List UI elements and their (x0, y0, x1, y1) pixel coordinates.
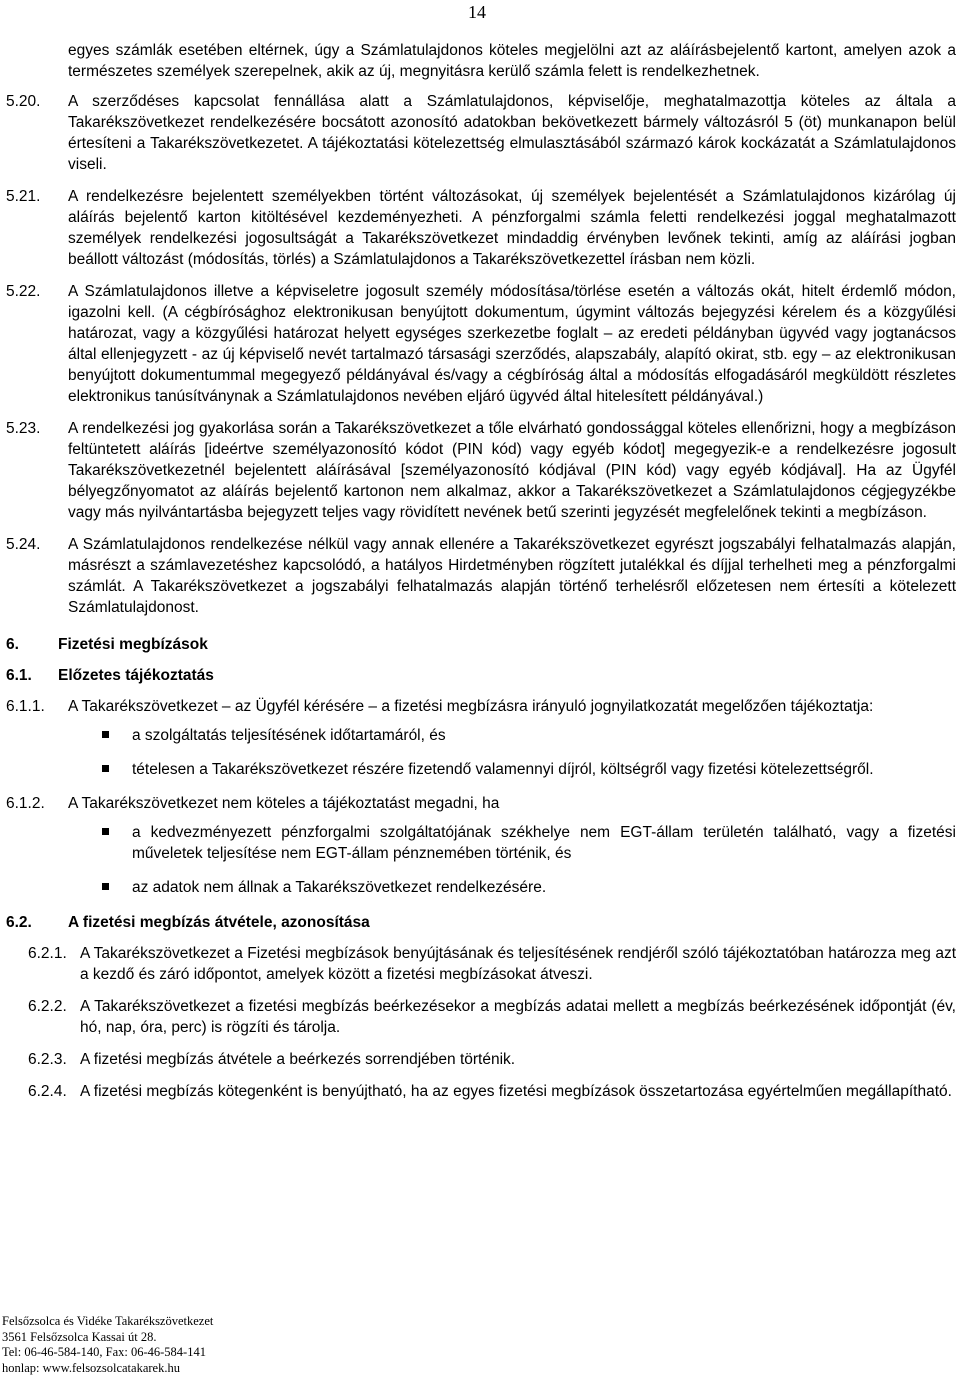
intro-paragraph: egyes számlák esetében eltérnek, úgy a Számlatulajdonos köteles megjelölni azt az aláírásbejelentő kartont, amelyen azok a természetes személyek szerepelnek, akik az új, megnyitásra kerülő számla felett is rendelkezhetnek. (68, 42, 956, 80)
section-5-24 (6, 534, 956, 618)
section-number: 5.24. (6, 536, 41, 553)
list-item: az adatok nem állnak a Takarékszövetkezet rendelkezésére. (102, 877, 956, 898)
document-body (6, 40, 956, 1113)
square-bullet-icon (102, 883, 109, 890)
heading-6-2 (6, 912, 956, 933)
list-item: tételesen a Takarékszövetkezet részére fizetendő valamennyi díjról, költségről vagy fizetési kötelezettségről. (102, 759, 956, 780)
section-number: 6.2.2. (28, 998, 67, 1015)
section-number: 5.21. (6, 188, 41, 205)
section-text: A fizetési megbízás kötegenként is benyújtható, ha az egyes fizetési megbízások összetartozása egyértelműen megállapítható. (80, 1083, 952, 1100)
section-number: 6.2.4. (28, 1083, 67, 1100)
heading-number: 6.2. (6, 914, 32, 931)
section-6-2-3 (6, 1049, 956, 1070)
square-bullet-icon (102, 765, 109, 772)
page-number: 14 (468, 2, 486, 22)
section-6-2-4 (6, 1081, 956, 1102)
section-text: A Takarékszövetkezet a fizetési megbízás beérkezésekor a megbízás adatai mellett a megbízás beérkezésének időpontját (év, hó, nap, óra, perc) is rögzíti és tárolja. (80, 998, 956, 1036)
page-footer (2, 1314, 213, 1376)
section-text: A rendelkezésre bejelentett személyekben történt változásokat, új személyek bejelentését a Számlatulajdonos kizárólag új aláírás bejelentő karton kitöltésével kezdeményezheti. A pénzforgalmi számla feletti rendelkezési joggal meghatalmazott személyek rendelkezési jogosultságát a Takarékszövetkezet mindaddig érvényben levőnek tekinti, amíg az aláírási jogban beállott változást (módosítás, törlés) a Számlatulajdonos a Takarékszövetkezettel írásban nem közli. (68, 188, 956, 268)
list-item: a szolgáltatás teljesítésének időtartamáról, és (102, 725, 956, 746)
section-text: A Számlatulajdonos illetve a képviseletre jogosult személy módosítása/törlése esetén a változás okát, hitelt érdemlő módon, igazolni kell. (A cégbírósághoz elektronikusan benyújtott dokumentum, úgymint változás bejegyzési kérelem és a közgyűlési határozat, vagy a közgyűlési határozat helyett egységes szerkezetbe foglalt – az eredeti példányban ügyvéd vagy jogtanácsos által ellenjegyzett - az új képviselő nevét tartalmazó társasági szerződés, alapszabály, alapító okirat, stb. egy – az elektronikusan benyújtott dokumentummal megegyező példányával és/vagy a cégbíróság által a módosítás elfogadásáról megküldött részletes elektronikus tanúsítványnak a Számlatulajdonos nevében eljáró ügyvéd által hitelesített példányával.) (68, 283, 956, 405)
section-number: 5.22. (6, 283, 41, 300)
heading-title: Előzetes tájékoztatás (58, 667, 214, 684)
section-text: A Takarékszövetkezet a Fizetési megbízások benyújtásának és teljesítésének rendjéről szóló tájékoztatóban határozza meg azt a kezdő és záró időpontot, amelyek között a fizetési megbízásokat átveszi. (80, 945, 956, 983)
heading-number: 6.1. (6, 667, 32, 684)
bullet-list-6-1-2 (6, 822, 956, 898)
section-text: A Takarékszövetkezet – az Ügyfél kérésére – a fizetési megbízásra irányuló jognyilatkozatát megelőzően tájékoztatja: (68, 698, 874, 715)
section-number: 5.23. (6, 420, 41, 437)
section-text: A fizetési megbízás átvétele a beérkezés sorrendjében történik. (80, 1051, 516, 1068)
bullet-list-6-1-1 (6, 725, 956, 780)
footer-phone: Tel: 06-46-584-140, Fax: 06-46-584-141 (2, 1345, 206, 1359)
section-6-1-1 (6, 696, 956, 717)
section-number: 6.1.1. (6, 698, 45, 715)
heading-title: Fizetési megbízások (58, 636, 208, 653)
heading-6 (6, 634, 956, 655)
section-6-2-2 (6, 996, 956, 1038)
heading-title: A fizetési megbízás átvétele, azonosítása (68, 914, 370, 931)
square-bullet-icon (102, 731, 109, 738)
section-text: A Takarékszövetkezet nem köteles a tájékoztatást megadni, ha (68, 795, 500, 812)
heading-6-1 (6, 665, 956, 686)
section-5-23 (6, 418, 956, 523)
section-5-21 (6, 186, 956, 270)
section-6-2-1 (6, 943, 956, 985)
square-bullet-icon (102, 828, 109, 835)
section-text: A rendelkezési jog gyakorlása során a Takarékszövetkezet a tőle elvárható gondossággal köteles ellenőrizni, hogy a megbízáson feltüntetett aláírás [ideértve személyazonosító kódot (PIN kód) vagy egyéb kódot] megegyezik-e a rendelkezésre jogosult Takarékszövetkezetnél bejelentett aláírásával [személyazonosító kódjával (PIN kód) vagy egyéb kódjával]. Ha az Ügyfél bélyegzőnyomatot az aláírás bejelentő kartonon nem alkalmaz, akkor a Takarékszövetkezet a Számlatulajdonos cégjegyzékbe vagy más nyilvántartásba bejegyzett teljes vagy rövidített nevének betű szerinti jegyzését megfelelőnek tekinti a megbízáson. (68, 420, 956, 521)
heading-number: 6. (6, 636, 19, 653)
section-number: 6.2.3. (28, 1051, 67, 1068)
section-5-20 (6, 91, 956, 175)
section-number: 6.2.1. (28, 945, 67, 962)
section-6-1-2 (6, 793, 956, 814)
footer-website: honlap: www.felsozsolcatakarek.hu (2, 1360, 180, 1375)
footer-address: 3561 Felsőzsolca Kassai út 28. (2, 1329, 157, 1344)
section-text: A Számlatulajdonos rendelkezése nélkül vagy annak ellenére a Takarékszövetkezet egyrészt jogszabályi felhatalmazás alapján, másrészt a számlavezetéshez kapcsolódó, a hatályos Hirdetményben rögzített jutalékkal és díjjal terhelheti meg a pénzforgalmi számlát. A Takarékszövetkezet a jogszabályi felhatalmazás alapján történő terhelésről előzetesen nem értesíti a kötelezett Számlatulajdonost. (68, 536, 956, 616)
list-item: a kedvezményezett pénzforgalmi szolgáltatójának székhelye nem EGT-állam területén található, vagy a fizetési műveletek teljesítése nem EGT-állam pénznemében történik, és (102, 822, 956, 864)
footer-company: Felsőzsolca és Vidéke Takarékszövetkezet (2, 1314, 214, 1328)
section-5-22 (6, 281, 956, 407)
section-text: A szerződéses kapcsolat fennállása alatt a Számlatulajdonos, képviselője, meghatalmazottja köteles az általa a Takarékszövetkezet rendelkezésére bocsátott azonosító adatokban bekövetkezett bármely változásról 5 (öt) munkanapon belül értesíteni a Takarékszövetkezetet. A tájékoztatási kötelezettség elmulasztásából származó károk kockázatát a Számlatulajdonos viseli. (68, 93, 956, 173)
section-number: 6.1.2. (6, 795, 45, 812)
section-number: 5.20. (6, 93, 41, 110)
